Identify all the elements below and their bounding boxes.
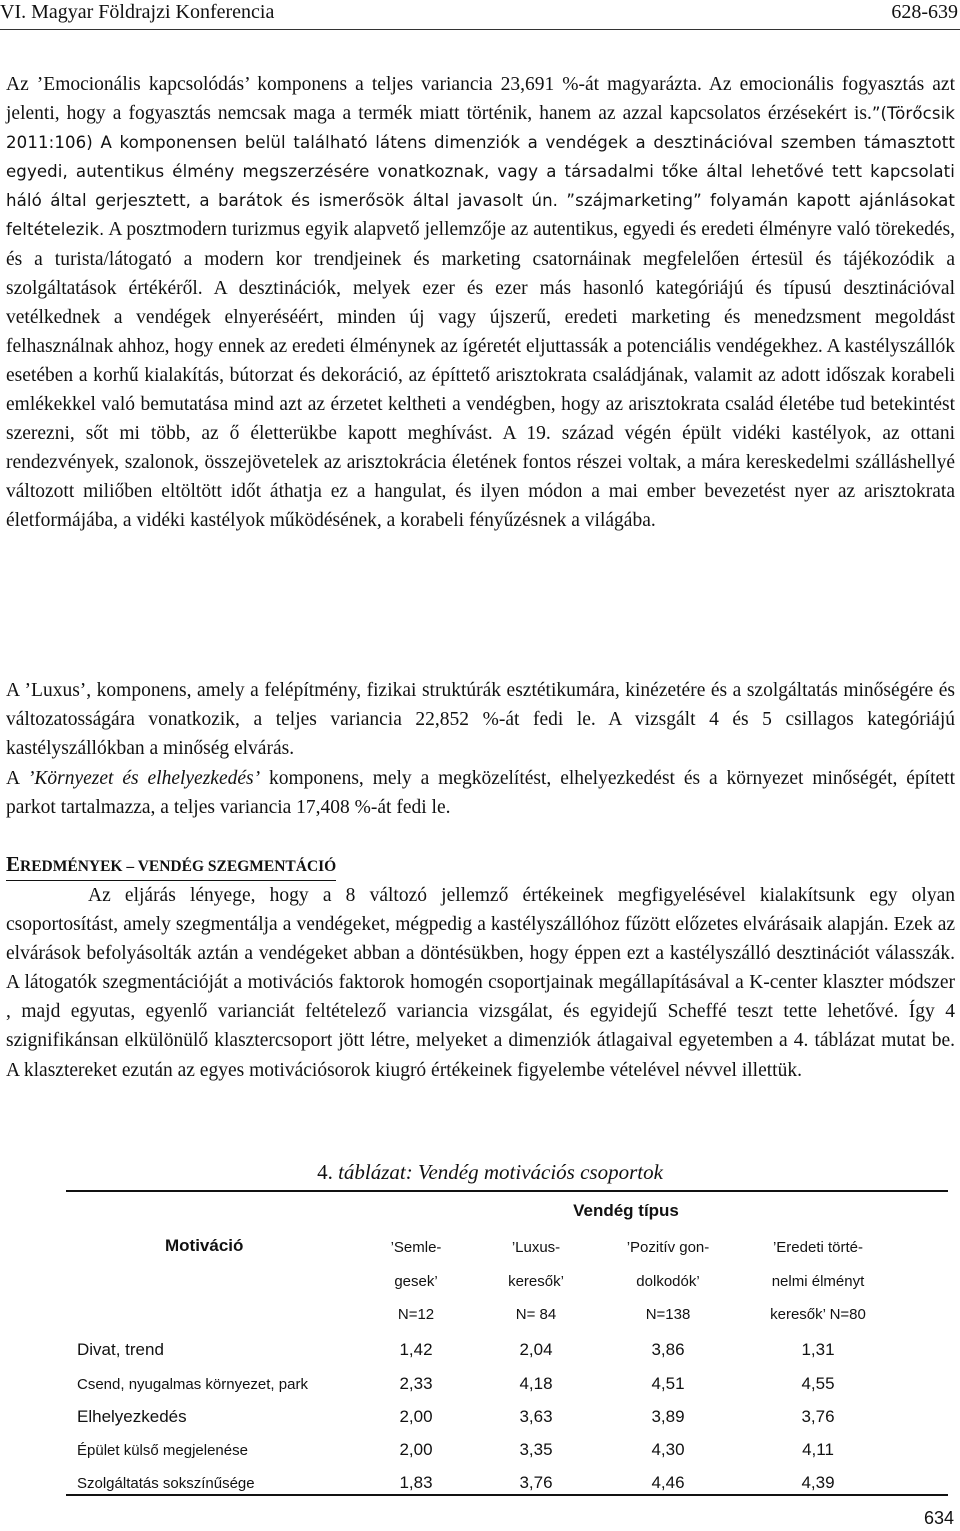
paragraph-segmentation: Az eljárás lényege, hogy a 8 változó jellemző értékeinek megfigyelésével kialakítsunk egy olyan csoportosítást, amely szegmentálja a vendégeket, mégpedig a kastélyszállóhoz fűzött előzetes elvárásaik alapján. Ezek az elvárások befolyásolták aztán a vendégeket abban a döntésükben, hogy éppen ezt a kastélyszálló desztinációt válasszák. A látogatók szegmentációját a motivációs faktorok homogén csoportjainak megállapításával a K-center klaszter módszer , majd egyutas, egyenlő varianciát feltételező variancia vizsgálat, és egyidejű Scheffé teszt tette lehetővé. Így 4 szignifikánsan elkülönülő klasztercsoport jött létre, melyeket a dimenziók átlagaival egyetemben a 4. táblázat mutat be. A klasztereket ezután az egyes motivációsorok kiugró értékeinek figyelembe vételével névvel illettük.: [6, 885, 955, 1081]
column-header-pozitiv: [596, 1231, 740, 1332]
column-header-n: keresők’ N=80: [770, 1306, 866, 1323]
paragraph-environment-term: ’Környezet és elhelyezkedés’: [27, 768, 261, 789]
paragraph-emotional-rest: A posztmodern turizmus egyik alapvető jellemzője az autentikus, egyedi és eredeti élményre való törekedés, és a turista/látogató a modern kor trendjeinek és marketing csatornáinak megfelelően értesül és tájékozódik a szolgáltatások értékéről. A desztinációk, melyek ezer és ezer más hasonló kategóriájú és típusú desztinációval vetélkednek a vendégek elnyeréséért, minden új vagy újszerű, eredeti marketing és menedzsment megoldást felhasználnak ahhoz, hogy ennek az eredeti élménynek az ígéretét eljuttassák a potenciális vendégekhez. A kastélyszállók esetében a korhű kialakítás, bútorzat és dekoráció, az építtető arisztokrata családjának, valamit az adott időszak korabeli emlékekkel való bemutatása mind azt az érzetet keltheti a vendégben, hogy az arisztokrata család életébe tud betekintést szerezni, sőt mi több, az ő életterükbe kapott meghívást. A 19. század végén épült vidéki kastélyok, az ottani rendezvények, szalonok, összejövetelek az arisztokrácia életének fontos részei voltak, a mára kereskedelmi szálláshellyé változott miliőben eltöltött időt áthatja ez a hangulat, és ilyen módon a mai ember bevezetést nyer az arisztokrata életformájába, a vidéki kastélyok működésének, a korabeli fényűzésnek a világába.: [6, 219, 955, 532]
table-group-header: Vendég típus: [573, 1201, 679, 1220]
table-caption: [0, 1158, 960, 1186]
cell-value: 4,39: [801, 1473, 835, 1492]
cell-value: 1,31: [801, 1340, 835, 1359]
cell-value: 3,63: [519, 1407, 553, 1426]
table-row: [0, 1371, 960, 1405]
row-label: Csend, nyugalmas környezet, park: [77, 1376, 308, 1393]
column-header-line: gesek’: [394, 1272, 438, 1290]
header-rule: [0, 29, 960, 30]
cell-value: 3,76: [801, 1407, 835, 1426]
paragraph-emotional-quote: ”(Törőcsik 2011:106) A komponensen belül található látens dimenziók a vendégek a desztinációval szemben támasztott egyedi, autentikus élmény megszerzésére vonatkoznak, vagy a társadalmi tőke által lehetővé tett kapcsolati háló által gerjesztett, a barátok és ismerősök által javasolt ún. ”szájmarketing” folyamán kapott ajánlásokat feltételezik.: [6, 104, 955, 240]
paragraph-environment-a: A: [6, 768, 28, 789]
column-header-eredeti: [748, 1231, 888, 1332]
page-number: 634: [923, 1508, 954, 1528]
conference-title: VI. Magyar Földrajzi Konferencia: [0, 1, 275, 23]
cell-value: 4,18: [519, 1374, 553, 1393]
table-row: [0, 1405, 960, 1439]
table-row: [0, 1337, 960, 1371]
cell-value: 4,11: [802, 1440, 834, 1459]
cell-value: 2,33: [399, 1374, 433, 1393]
cell-value: 4,55: [801, 1374, 835, 1393]
table-row: [0, 1439, 960, 1473]
column-header-line: ’Eredeti törté-: [772, 1239, 864, 1256]
cell-value: 3,86: [651, 1340, 685, 1359]
cell-value: 1,83: [399, 1473, 433, 1492]
column-header-line: keresők’: [508, 1272, 564, 1290]
section-heading: [6, 851, 336, 881]
table-bottom-rule: [66, 1494, 948, 1496]
paragraph-luxury: A ’Luxus’, komponens, amely a felépítmény, fizikai struktúrák esztétikumára, kinézetére és a szolgáltatás minőségére és változatosságára vonatkozik, a teljes variancia 22,852 %-át fedi le. A vizsgált 4 és 5 csillagos kategóriájú kastélyszállókban a minőség elvárás.: [6, 680, 955, 760]
column-header-line: ’Semle-: [390, 1239, 442, 1256]
column-header-line: dolkodók’: [636, 1272, 700, 1290]
section-heading-rest: REDMÉNYEK – VENDÉG SZEGMENTÁCIÓ: [20, 858, 337, 875]
cell-value: 3,76: [519, 1473, 553, 1492]
running-header: [0, 0, 960, 30]
table-top-rule: [66, 1190, 948, 1192]
cell-value: 4,51: [651, 1374, 685, 1393]
cell-value: 2,04: [519, 1340, 553, 1359]
cell-value: 3,35: [519, 1440, 553, 1459]
column-header-n: N=12: [397, 1306, 435, 1323]
cell-value: 2,00: [399, 1440, 433, 1459]
row-label: Elhelyezkedés: [77, 1407, 187, 1426]
paragraph-environment: [6, 764, 955, 822]
column-header-line: ’Luxus-: [511, 1239, 561, 1256]
cell-value: 1,42: [399, 1340, 433, 1359]
cell-value: 4,30: [651, 1440, 685, 1459]
row-label: Divat, trend: [77, 1340, 164, 1359]
row-label: Szolgáltatás sokszínűsége: [77, 1475, 255, 1492]
column-header-line: nelmi élményt: [771, 1272, 865, 1290]
section-heading-initial: E: [6, 852, 21, 876]
cell-value: 2,00: [399, 1407, 433, 1426]
column-header-line: ’Pozitív gon-: [626, 1239, 710, 1256]
paragraph-emotional-intro: Az ’Emocionális kapcsolódás’ komponens a teljes variancia 23,691 %-át magyarázta. Az emocionális fogyasztás azt jelenti, hogy a fogyasztás nemcsak maga a termék miatt történik, hanem az azzal kapcsolatos érzésekért is.: [6, 74, 955, 125]
table-row: [0, 1472, 960, 1506]
table-caption-number: 4.: [317, 1160, 333, 1184]
table-row-header: Motiváció: [165, 1236, 244, 1255]
cell-value: 3,89: [651, 1407, 685, 1426]
paragraph-emotional: [6, 70, 955, 536]
column-header-luxus: [480, 1231, 592, 1332]
table-caption-text: táblázat: Vendég motivációs csoportok: [332, 1160, 663, 1184]
page-range: 628-639: [891, 1, 958, 23]
cell-value: 4,46: [651, 1473, 685, 1492]
column-header-n: N= 84: [515, 1306, 557, 1323]
column-header-semleges: [360, 1231, 472, 1332]
paragraph-environment-c: komponens, mely a megközelítést, elhelyezkedést és a környezet minőségét, épített parkot tartalmazza, a teljes variancia 17,408 %-át fedi le.: [6, 768, 955, 819]
row-label: Épület külső megjelenése: [77, 1442, 248, 1459]
column-header-n: N=138: [645, 1306, 691, 1323]
